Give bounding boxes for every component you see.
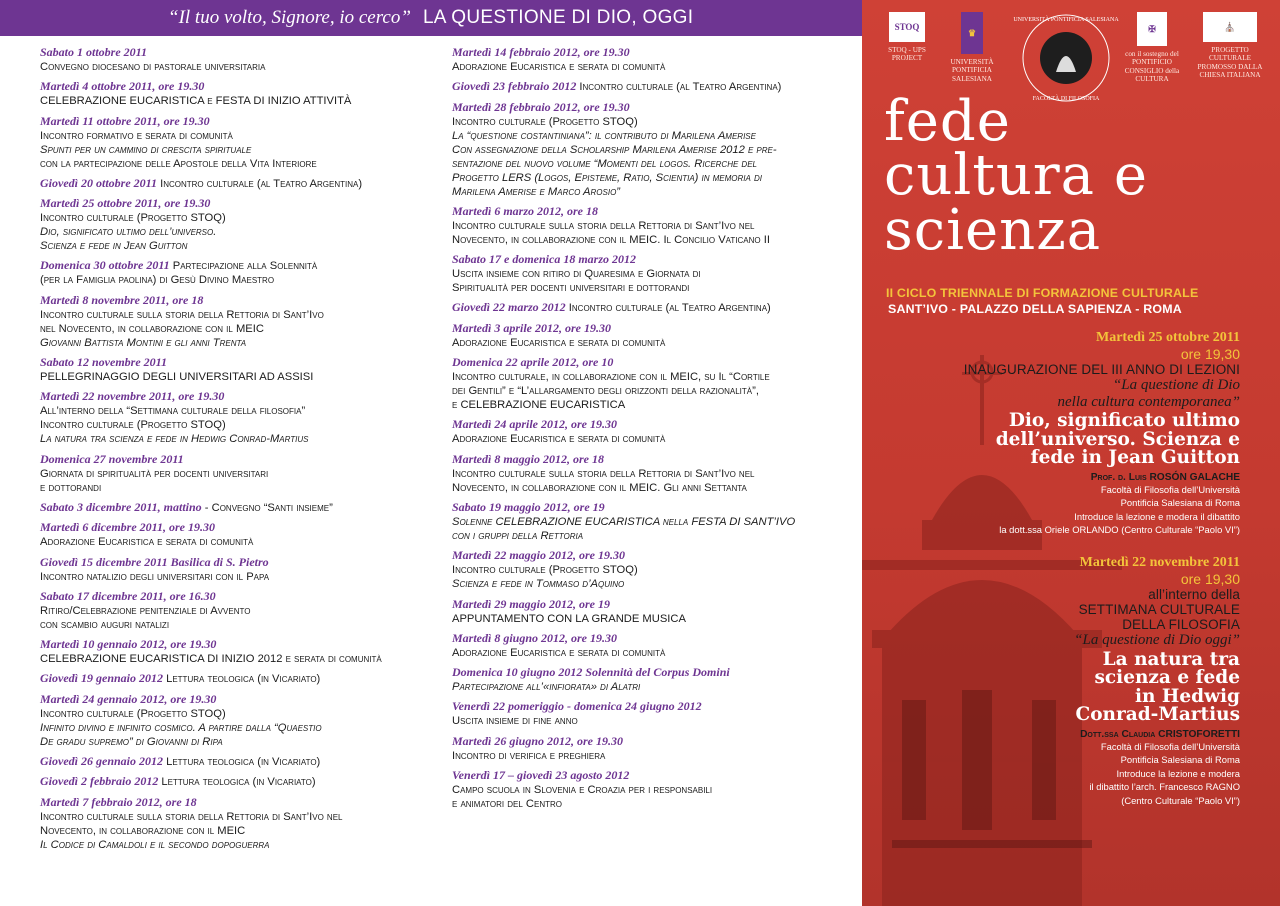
program-event	[452, 204, 847, 247]
event-header	[452, 204, 847, 219]
event-header	[40, 176, 440, 191]
program-event	[40, 45, 440, 74]
event-header	[40, 500, 440, 515]
featured-event-1: Martedì 25 ottobre 2011 ore 19,30 INAUGURAZIONE DEL III ANNO DI LEZIONI “La questione di Dio nella cultura contemporanea” Dio, significato ultimo dell’universo. Scienza e fede in Jean Guitton Prof. d. Luis ROSÓN GALACHE Facoltà di Filosofia dell’Università Pontificia Salesiana di Roma Introduce la lezione e modera il dibattito la dott.ssa Oriele ORLANDO (Centro Culturale “Paolo VI”)	[940, 330, 1240, 537]
event-line: Adorazione Eucaristica e serata di comunità	[452, 646, 666, 659]
motto: “Il tuo volto, Signore, io cerco”	[168, 7, 411, 28]
event-line: La “questione costantiniana”: il contributo di Marilena Amerise	[452, 129, 756, 142]
event-line: Uscita insieme con ritiro di Quaresima e Giornata di	[452, 268, 701, 281]
program-event	[40, 692, 440, 749]
event-date: Sabato 19 maggio 2012, ore 19	[452, 499, 605, 514]
program-event	[40, 114, 440, 171]
event-line: De gradu supremo” di Giovanni di Ripa	[40, 735, 223, 748]
event-line: Incontro formativo e serata di comunità	[40, 129, 233, 142]
event-date: Martedì 8 novembre 2011, ore 18	[40, 292, 204, 307]
program-event	[452, 665, 847, 694]
event-date: Giovedì 20 ottobre 2011	[40, 175, 157, 190]
program-event	[452, 45, 847, 74]
seal-text-top: UNIVERSITÀ PONTIFICIA SALESIANA	[1013, 17, 1119, 23]
program-event	[40, 258, 440, 287]
event-line: Solenne CELEBRAZIONE EUCARISTICA nella FESTA DI SANT’IVO	[452, 515, 796, 528]
event-header	[452, 417, 847, 432]
event2-time: ore 19,30	[1180, 571, 1240, 587]
event-line: Con assegnazione della Scholarship Marilena Amerise 2012 e pre-	[452, 143, 777, 156]
program-event	[40, 355, 440, 384]
event-header	[40, 774, 440, 789]
program-event	[40, 196, 440, 253]
event-line: Dio, significato ultimo dell’universo.	[40, 226, 217, 239]
event-header	[452, 300, 847, 315]
event-date: Martedì 24 aprile 2012, ore 19.30	[452, 417, 617, 432]
program-event	[40, 79, 440, 108]
event2-title: La natura tra scienza e fede in Hedwig Conrad-Martius	[1075, 648, 1240, 725]
program-event	[452, 79, 847, 94]
event-date: Martedì 3 aprile 2012, ore 19.30	[452, 320, 611, 335]
event-header	[40, 555, 440, 570]
event-date: Giovedì 23 febbraio 2012	[452, 79, 577, 94]
event-line: (per la Famiglia paolina) di Gesù Divino Maestro	[40, 274, 275, 287]
event-line: All’interno della “Settimana culturale della filosofia”	[40, 405, 306, 418]
event-date: Martedì 28 febbraio 2012, ore 19.30	[452, 99, 630, 114]
event-line: con la partecipazione delle Apostole della Vita Interiore	[40, 157, 317, 170]
event-header	[452, 699, 847, 714]
event-date: Martedì 24 gennaio 2012, ore 19.30	[40, 691, 217, 706]
event-line: Incontro culturale (Progetto STOQ)	[452, 115, 638, 128]
event-header	[452, 45, 847, 60]
event-line: CELEBRAZIONE EUCARISTICA e FESTA DI INIZIO ATTIVITÀ	[40, 95, 352, 108]
event-line: e CELEBRAZIONE EUCARISTICA	[452, 399, 626, 412]
event-line: Scienza e fede in Jean Guitton	[40, 240, 188, 253]
event-date: Giovedì 15 dicembre 2011 Basilica di S. Pietro	[40, 554, 269, 569]
event-date: Sabato 1 ottobre 2011	[40, 45, 148, 59]
event-header	[40, 795, 440, 810]
seal-text-side: FACOLTÀ DI FILOSOFIA	[1032, 96, 1100, 102]
program-event	[40, 589, 440, 632]
event-date: Sabato 17 e domenica 18 marzo 2012	[452, 252, 637, 267]
event-date: Venerdì 22 pomeriggio - domenica 24 giugno 2012	[452, 699, 702, 714]
event-date: Martedì 6 marzo 2012, ore 18	[452, 203, 599, 218]
event-line: e animatori del Centro	[452, 798, 563, 811]
event-description: Lettura teologica (in Vicariato)	[166, 756, 321, 769]
event-line: Adorazione Eucaristica e serata di comunità	[452, 336, 666, 349]
program-event	[40, 637, 440, 666]
event-line: con i gruppi della Rettoria	[452, 529, 584, 542]
event2-date: Martedì 22 novembre 2011	[1079, 555, 1240, 570]
logo-ups: ♛ UNIVERSITÀ PONTIFICIA SALESIANA	[944, 12, 1000, 83]
program-event	[40, 520, 440, 549]
event-date: Venerdì 17 – giovedì 23 agosto 2012	[452, 768, 630, 783]
program-event	[452, 597, 847, 626]
program-event	[40, 795, 440, 852]
event-line: Convegno diocesano di pastorale universitaria	[40, 61, 266, 73]
event-date: Sabato 17 dicembre 2011, ore 16.30	[40, 588, 216, 603]
event-header	[40, 389, 440, 404]
program-event	[452, 100, 847, 199]
event-line: Marilena Amerise e Marco Arosio”	[452, 185, 621, 198]
event-line: Novecento, in collaborazione con il MEIC	[40, 824, 246, 837]
event-header	[40, 114, 440, 129]
event-line: Novecento, in collaborazione con il MEIC. Il Concilio Vaticano II	[452, 233, 770, 246]
event-header	[452, 734, 847, 749]
event-date: Domenica 30 ottobre 2011	[40, 258, 170, 273]
event-line: Spunti per un cammino di crescita spirituale	[40, 143, 252, 156]
event-description: Incontro culturale (al Teatro Argentina)	[579, 81, 782, 94]
program-event	[452, 734, 847, 763]
event-date: Martedì 26 giugno 2012, ore 19.30	[452, 733, 624, 748]
event-line: La natura tra scienza e fede in Hedwig Conrad-Martius	[40, 433, 309, 446]
event-line: Incontro culturale sulla storia della Rettoria di Sant’Ivo nel	[40, 810, 343, 823]
program-event	[452, 321, 847, 350]
event-line: APPUNTAMENTO CON LA GRANDE MUSICA	[452, 612, 686, 625]
event-date: Martedì 8 maggio 2012, ore 18	[452, 451, 604, 466]
event-line: Spiritualità per docenti universitari e dottorandi	[452, 282, 690, 295]
program-event	[40, 555, 440, 584]
event1-title: Dio, significato ultimo dell’universo. Scienza e fede in Jean Guitton	[995, 410, 1240, 468]
event-header	[40, 45, 440, 60]
program-event	[452, 417, 847, 446]
event-line: Ritiro/Celebrazione penitenziale di Avvento	[40, 604, 251, 617]
header-band	[0, 0, 862, 36]
poster-panel	[862, 0, 1280, 906]
event1-time: ore 19,30	[1180, 346, 1240, 362]
event-header	[452, 321, 847, 336]
event-date: Giovedì 2 febbraio 2012	[40, 774, 159, 789]
program-event	[40, 452, 440, 495]
event-line: Uscita insieme di fine anno	[452, 715, 578, 728]
event-line: dei Gentili” e “L’allargamento degli orizzonti della razionalità”,	[452, 385, 759, 398]
event-description: - Convegno “Santi insieme”	[204, 501, 333, 514]
event-header	[452, 665, 847, 680]
event-date: Giovedì 22 marzo 2012	[452, 300, 566, 315]
event-header	[452, 100, 847, 115]
event-line: Progetto LERS (Logos, Episteme, Ratio, Scientia) in memoria di	[452, 171, 762, 184]
program-event	[452, 631, 847, 660]
logo-cei: ⛪ PROGETTO CULTURALE PROMOSSO DALLA CHIESA ITALIANA	[1196, 12, 1264, 79]
event-line: e dottorandi	[40, 481, 102, 494]
program-event	[40, 774, 440, 789]
program-event	[452, 768, 847, 811]
event-line: Infinito divino e infinito cosmico. A partire dalla “Quaestio	[40, 721, 322, 734]
event-header	[452, 548, 847, 563]
event-date: Domenica 22 aprile 2012, ore 10	[452, 355, 614, 370]
event1-date: Martedì 25 ottobre 2011	[1096, 330, 1240, 345]
event-line: Incontro natalizio degli universitari con il Papa	[40, 570, 270, 583]
event-date: Martedì 25 ottobre 2011, ore 19.30	[40, 196, 211, 211]
event-date: Martedì 14 febbraio 2012, ore 19.30	[452, 45, 630, 59]
event-date: Domenica 27 novembre 2011	[40, 451, 184, 466]
event-line: Adorazione Eucaristica e serata di comunità	[40, 536, 254, 549]
event-line: Giornata di spiritualità per docenti universitari	[40, 467, 269, 480]
event-date: Sabato 12 novembre 2011	[40, 355, 168, 370]
event-header	[452, 631, 847, 646]
event-line: Scienza e fede in Tommaso d’Aquino	[452, 578, 625, 591]
program-event	[40, 389, 440, 446]
event-date: Martedì 22 novembre 2011, ore 19.30	[40, 389, 225, 404]
event-header	[452, 452, 847, 467]
event-date: Giovedì 26 gennaio 2012	[40, 754, 163, 769]
program-event	[452, 252, 847, 295]
event-header	[40, 520, 440, 535]
event-header	[452, 355, 847, 370]
event-header	[40, 355, 440, 370]
event-header	[452, 79, 847, 94]
event-line: con scambio auguri natalizi	[40, 618, 170, 631]
event-header	[452, 500, 847, 515]
featured-event-2: Martedì 22 novembre 2011 ore 19,30 all’interno della SETTIMANA CULTURALE DELLA FILOSOFIA “La questione di Dio oggi” La natura tra scienza e fede in Hedwig Conrad-Martius Dott.ssa Claudia CRISTOFORETTI Facoltà di Filosofia dell’Università Pontificia Salesiana di Roma Introduce la lezione e modera il dibattito l’arch. Francesco RAGNO (Centro Culturale “Paolo VI”)	[940, 555, 1240, 808]
event-description: Partecipazione alla Solennità	[172, 260, 318, 273]
event-line: Incontro culturale (Progetto STOQ)	[452, 564, 638, 577]
event-line: Incontro culturale (Progetto STOQ)	[40, 212, 226, 225]
event-line: Incontro culturale sulla storia della Rettoria di Sant’Ivo	[40, 308, 324, 321]
event-description: Lettura teologica (in Vicariato)	[161, 776, 316, 789]
program-event	[452, 548, 847, 591]
event-header	[40, 79, 440, 94]
event2-speaker: Dott.ssa Claudia CRISTOFORETTI	[1080, 728, 1240, 740]
event-date: Martedì 7 febbraio 2012, ore 18	[40, 794, 197, 809]
event-line: Partecipazione all’«infiorata» di Alatri	[452, 681, 641, 694]
event-line: Adorazione Eucaristica e serata di comunità	[452, 433, 666, 446]
event-line: nel Novecento, in collaborazione con il MEIC	[40, 322, 264, 335]
event-line: Campo scuola in Slovenia e Croazia per i responsabili	[452, 784, 713, 797]
event-date: Martedì 6 dicembre 2011, ore 19.30	[40, 520, 215, 535]
program-event	[40, 754, 440, 769]
event-line: Il Codice di Camaldoli e il secondo dopoguerra	[40, 838, 270, 851]
program-event	[452, 699, 847, 728]
event-line: Incontro culturale (Progetto STOQ)	[40, 707, 226, 720]
event-line: Incontro culturale sulla storia della Rettoria di Sant’Ivo nel	[452, 219, 755, 232]
event-line: sentazione del nuovo volume “Momenti del logos. Ricerche del	[452, 157, 757, 170]
poster-subtitle: II CICLO TRIENNALE DI FORMAZIONE CULTURALE SANT’IVO - PALAZZO DELLA SAPIENZA - ROMA	[886, 286, 1199, 316]
event-header	[40, 293, 440, 308]
event-line: CELEBRAZIONE EUCARISTICA DI INIZIO 2012 e serata di comunità	[40, 653, 382, 666]
program-event	[40, 500, 440, 515]
event-line: PELLEGRINAGGIO DEGLI UNIVERSITARI AD ASSISI	[40, 371, 314, 384]
event-date: Giovedì 19 gennaio 2012	[40, 671, 163, 686]
event-header	[40, 452, 440, 467]
event-description: Incontro culturale (al Teatro Argentina)	[160, 177, 363, 190]
event-line: Adorazione Eucaristica e serata di comunità	[452, 61, 666, 73]
logo-stoq: STOQ STOQ - UPS PROJECT	[882, 12, 932, 63]
event-header	[452, 252, 847, 267]
program-column-left	[40, 45, 440, 857]
event-header	[40, 589, 440, 604]
event1-heading: INAUGURAZIONE DEL III ANNO DI LEZIONI	[963, 362, 1240, 377]
event-line: Incontro culturale (Progetto STOQ)	[40, 419, 226, 432]
program-event	[452, 300, 847, 315]
event1-speaker: Prof. d. Luis ROSÓN GALACHE	[1090, 471, 1240, 483]
event-header	[40, 754, 440, 769]
event-line: Giovanni Battista Montini e gli anni Trenta	[40, 336, 247, 349]
event-header	[40, 692, 440, 707]
program-event	[40, 293, 440, 350]
event-header	[40, 671, 440, 686]
event-date: Martedì 11 ottobre 2011, ore 19.30	[40, 113, 210, 128]
program-event	[452, 452, 847, 495]
event-header	[40, 637, 440, 652]
event-date: Martedì 22 maggio 2012, ore 19.30	[452, 548, 625, 563]
program-event	[452, 355, 847, 412]
program-event	[40, 671, 440, 686]
event-header	[40, 196, 440, 211]
event-line: Novecento, in collaborazione con il MEIC. Gli anni Settanta	[452, 481, 747, 494]
event-date: Sabato 3 dicembre 2011, mattino	[40, 499, 202, 514]
event-date: Martedì 29 maggio 2012, ore 19	[452, 596, 610, 611]
event-line: Incontro culturale, in collaborazione con il MEIC, su Il “Cortile	[452, 371, 770, 384]
program-column-right	[452, 45, 847, 816]
program-event	[452, 500, 847, 543]
theme-title: LA QUESTIONE DI DIO, OGGI	[422, 7, 694, 28]
event-description: Incontro culturale (al Teatro Argentina)	[568, 302, 771, 315]
event-header	[452, 597, 847, 612]
event-header	[452, 768, 847, 783]
event-date: Martedì 10 gennaio 2012, ore 19.30	[40, 637, 217, 652]
event-date: Martedì 4 ottobre 2011, ore 19.30	[40, 79, 205, 94]
program-event	[40, 176, 440, 191]
event-line: Incontro culturale sulla storia della Rettoria di Sant’Ivo nel	[452, 467, 755, 480]
event-header	[40, 258, 440, 273]
event-line: Incontro di verifica e preghiera	[452, 749, 606, 762]
event-date: Domenica 10 giugno 2012 Solennità del Corpus Domini	[452, 665, 730, 680]
poster-title: fede cultura e scienza	[884, 89, 1149, 263]
event-date: Martedì 8 giugno 2012, ore 19.30	[452, 630, 618, 645]
event-description: Lettura teologica (in Vicariato)	[166, 673, 321, 686]
logo-pcc: ✠ con il sostegno del PONTIFICIO CONSIGLIO della CULTURA	[1122, 12, 1182, 83]
faculty-seal-logo	[1013, 12, 1119, 104]
